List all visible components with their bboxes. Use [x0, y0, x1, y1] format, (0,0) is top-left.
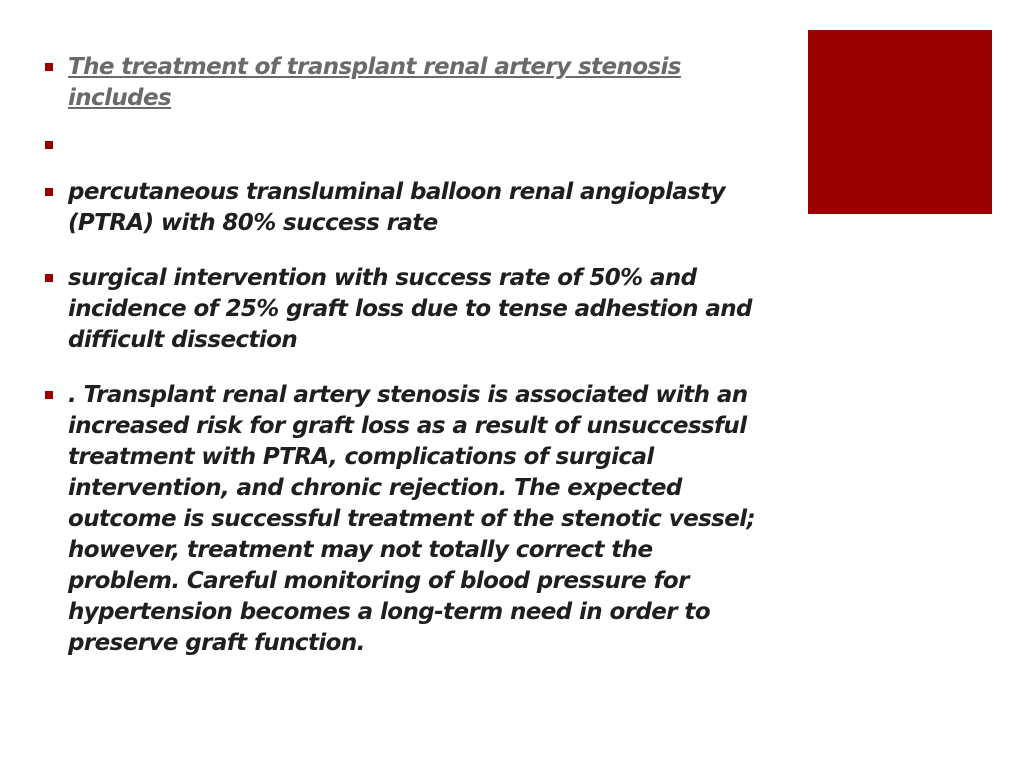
square-bullet-icon	[45, 63, 53, 71]
square-bullet-icon	[45, 141, 53, 149]
ptra-text: percutaneous transluminal balloon renal angioplasty (PTRA) with 80% success rate	[68, 179, 726, 236]
square-bullet-icon	[45, 274, 53, 282]
square-bullet-icon	[45, 188, 53, 196]
bullet-item-ptra	[44, 177, 764, 239]
surgical-text: surgical intervention with success rate of 50% and incidence of 25% graft loss due to tense adhestion and difficult dissection	[68, 265, 752, 353]
square-bullet-icon	[45, 391, 53, 399]
heading-link-text[interactable]: The treatment of transplant renal artery stenosis includes	[68, 54, 681, 111]
bullet-item-surgical	[44, 263, 764, 356]
bullet-item-heading-link[interactable]	[44, 52, 764, 114]
decorative-accent-block	[808, 30, 992, 214]
bullet-item-empty	[44, 130, 764, 161]
slide-bullet-list	[44, 52, 764, 659]
bullet-item-summary	[44, 380, 764, 659]
summary-text: . Transplant renal artery stenosis is associated with an increased risk for graft loss as a result of unsuccessful treatment with PTRA, complications of surgical intervention, and chronic rejection. The expected outcome is successful treatment of the stenotic vessel; however, treatment may not totally correct the problem. Careful monitoring of blood pressure for hypertension becomes a long-term need in order to preserve graft function.	[68, 382, 756, 656]
